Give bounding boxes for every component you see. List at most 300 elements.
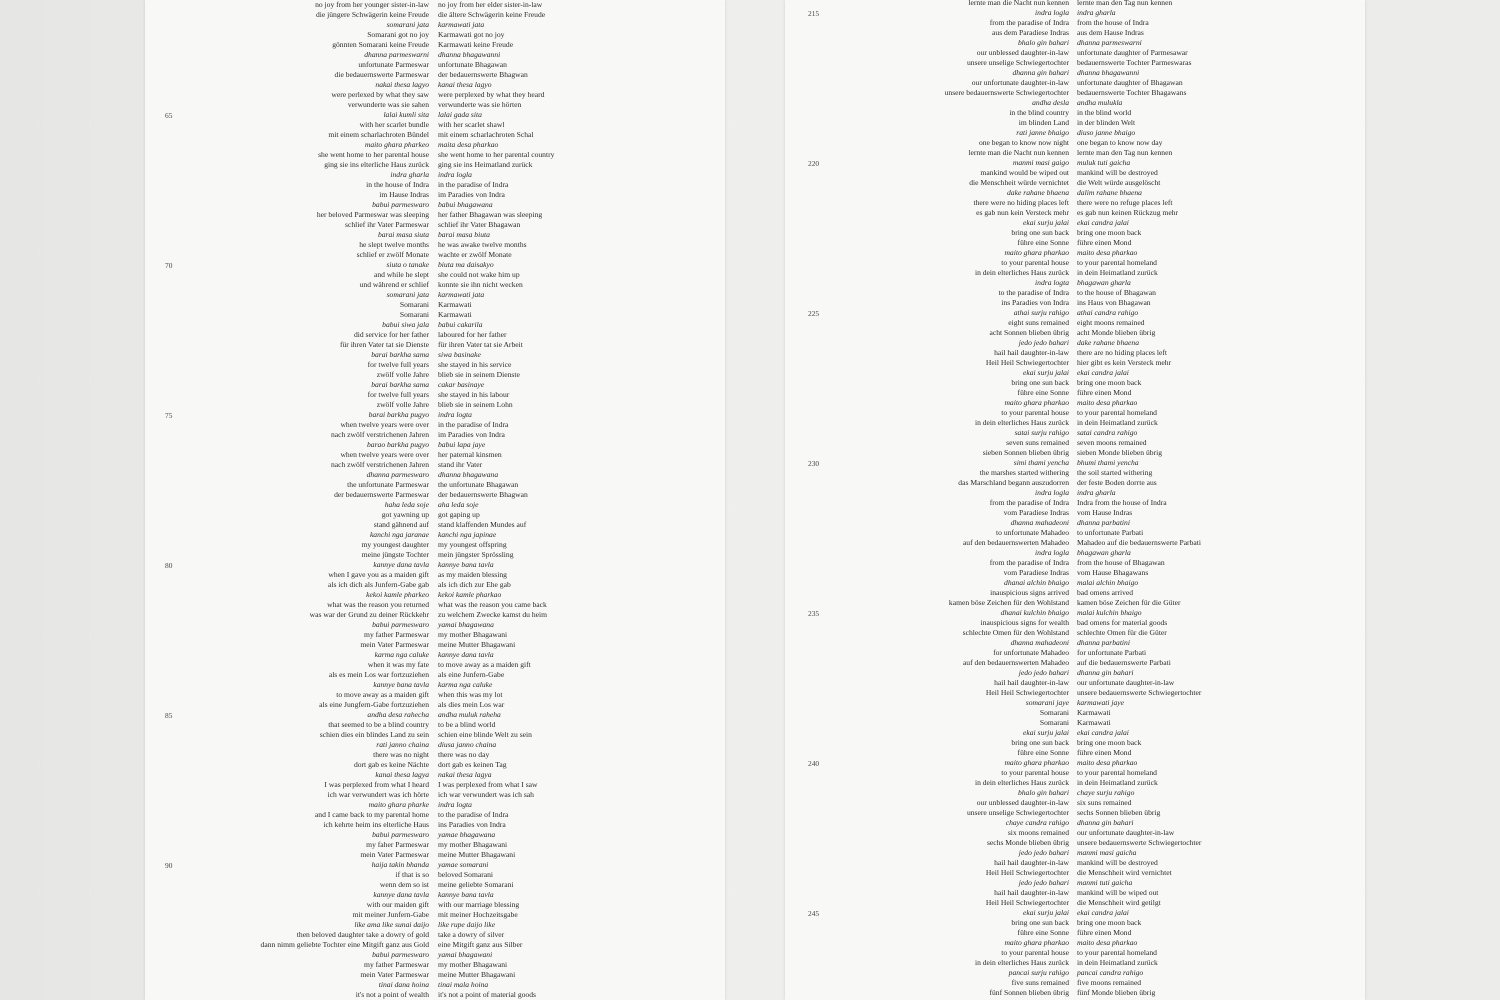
line-left-column: for twelve full years — [367, 360, 429, 369]
line-left-column: Somarani — [1039, 708, 1069, 717]
poem-line — [145, 380, 725, 390]
poem-line — [785, 368, 1365, 378]
line-left-column: somarani jata — [386, 20, 429, 29]
line-right-column: she went home to her parental country — [438, 150, 555, 159]
line-right-column: one began to know now day — [1077, 138, 1163, 147]
line-right-column: ekai candra jalai — [1077, 218, 1129, 227]
line-left-column: vom Paradiese Indras — [1003, 568, 1069, 577]
poem-line — [785, 778, 1365, 788]
line-right-column: mankind will be destroyed — [1077, 168, 1158, 177]
line-left-column: kannye dana tavla — [373, 890, 429, 899]
line-left-column: unsere bedauernswerte Schwiegertochter — [944, 88, 1069, 97]
line-right-column: from the house of Bhagawan — [1077, 558, 1165, 567]
line-right-column: dhanna parbatini — [1077, 638, 1130, 647]
line-right-column: to the paradise of Indra — [438, 810, 509, 819]
line-left-column: when it was my fate — [367, 660, 429, 669]
line-left-column: indra logla — [1035, 8, 1069, 17]
line-right-column: Karmawati keine Freude — [438, 40, 514, 49]
line-left-column: im blinden Land — [1018, 118, 1069, 127]
poem-line — [145, 540, 725, 550]
line-left-column: ich kehrte heim ins elterliche Haus — [323, 820, 429, 829]
poem-line — [785, 338, 1365, 348]
line-right-column: meine geliebte Somarani — [438, 880, 514, 889]
line-right-column: meine Mutter Bhagawani — [438, 640, 516, 649]
line-left-column: from the paradise of Indra — [989, 498, 1069, 507]
line-left-column: bring one sun back — [1011, 918, 1069, 927]
poem-line — [145, 190, 725, 200]
line-right-column: dhanna parbatini — [1077, 518, 1130, 527]
line-left-column: dhanna parmeswarni — [364, 50, 429, 59]
line-right-column: in dein Heimatland zurück — [1077, 268, 1158, 277]
poem-line — [145, 990, 725, 1000]
line-number: 245 — [808, 909, 820, 918]
poem-line — [785, 618, 1365, 628]
line-left-column: her beloved Parmeswar was sleeping — [316, 210, 429, 219]
line-right-column: lernte man den Tag nun kennen — [1077, 0, 1173, 7]
line-left-column: I was perplexed from what I heard — [324, 780, 429, 789]
line-right-column: kannye bana tavla — [438, 890, 494, 899]
line-left-column: in dein elterliches Haus zurück — [974, 268, 1069, 277]
poem-line — [145, 880, 725, 890]
line-left-column: the unfortunate Parmeswar — [347, 480, 429, 489]
poem-line — [785, 968, 1365, 978]
line-left-column: my youngest daughter — [361, 540, 429, 549]
line-right-column: dake rahane bhaena — [1077, 338, 1139, 347]
line-left-column: als es mein Los war fortzuziehen — [328, 670, 429, 679]
line-left-column: zwölf volle Jahre — [376, 400, 429, 409]
poem-line — [785, 848, 1365, 858]
line-number: 215 — [808, 9, 820, 18]
poem-line — [145, 730, 725, 740]
poem-line — [785, 508, 1365, 518]
poem-line — [145, 180, 725, 190]
line-left-column: when twelve years were over — [340, 450, 429, 459]
line-left-column: maito ghara pharke — [368, 800, 429, 809]
line-left-column: somarani jata — [386, 290, 429, 299]
line-left-column: in dein elterliches Haus zurück — [974, 418, 1069, 427]
line-left-column: maito ghara pharkao — [1004, 398, 1069, 407]
line-left-column: my father Parmeswar — [364, 630, 429, 639]
line-right-column: eight moons remained — [1077, 318, 1145, 327]
line-left-column: tinai dana hoina — [378, 980, 429, 989]
poem-line — [785, 578, 1365, 588]
line-right-column: schien eine blinde Welt zu sein — [438, 730, 532, 739]
line-left-column: from the paradise of Indra — [989, 18, 1069, 27]
poem-line — [145, 20, 725, 30]
poem-line — [785, 68, 1365, 78]
line-right-column: im Paradies von Indra — [438, 190, 505, 199]
poem-line — [145, 770, 725, 780]
line-right-column: indra gharla — [1077, 8, 1116, 17]
poem-line — [785, 8, 1365, 18]
line-left-column: that seemed to be a blind country — [328, 720, 429, 729]
poem-line — [785, 748, 1365, 758]
poem-line — [785, 548, 1365, 558]
line-left-column: nach zwölf verstrichenen Jahren — [330, 430, 429, 439]
poem-line — [785, 788, 1365, 798]
poem-line — [145, 320, 725, 330]
poem-line — [145, 280, 725, 290]
line-left-column: unfortunate Parmeswar — [358, 60, 429, 69]
line-left-column: maito ghara pharkeo — [364, 140, 429, 149]
line-left-column: hail hail daughter-in-law — [994, 858, 1069, 867]
line-right-column: her father Bhagawan was sleeping — [438, 210, 543, 219]
line-left-column: did service for her father — [353, 330, 429, 339]
poem-line — [145, 720, 725, 730]
line-right-column: kannye bana tavla — [438, 560, 494, 569]
line-right-column: lernte man den Tag nun kennen — [1077, 148, 1173, 157]
line-left-column: bring one sun back — [1011, 738, 1069, 747]
line-left-column: führe eine Sonne — [1017, 388, 1069, 397]
poem-line — [145, 30, 725, 40]
line-left-column: bhalo gin bahari — [1017, 788, 1069, 797]
line-left-column: kamen böse Zeichen für den Wohlstand — [948, 598, 1069, 607]
poem-line — [145, 560, 725, 570]
line-right-column: schlechte Omen für die Güter — [1077, 628, 1167, 637]
line-left-column: barai barkha sama — [371, 380, 429, 389]
poem-line — [785, 708, 1365, 718]
line-left-column: in dein elterliches Haus zurück — [974, 778, 1069, 787]
line-left-column: dhanai kulchin bhaigo — [1000, 608, 1069, 617]
line-right-column: ins Haus von Bhagawan — [1077, 298, 1151, 307]
line-right-column: laboured for her father — [438, 330, 507, 339]
poem-line — [785, 438, 1365, 448]
poem-line — [145, 200, 725, 210]
poem-line — [785, 428, 1365, 438]
line-right-column: der bedauernswerte Bhagwan — [438, 70, 528, 79]
line-left-column: maito ghara pharkao — [1004, 938, 1069, 947]
line-right-column: kanchi nga japinae — [438, 530, 497, 539]
line-left-column: our unfortunate daughter-in-law — [971, 78, 1069, 87]
line-left-column: barao barkha pugyo — [366, 440, 429, 449]
poem-line — [145, 820, 725, 830]
line-right-column: there were no refuge places left — [1077, 198, 1173, 207]
line-right-column: eine Mitgift ganz aus Silber — [438, 940, 523, 949]
line-right-column: like rupe daijo like — [438, 920, 496, 929]
line-right-column: to your parental homeland — [1077, 408, 1157, 417]
line-right-column: babui lapa jaye — [438, 440, 486, 449]
poem-line — [145, 110, 725, 120]
line-left-column: when I gave you as a maiden gift — [328, 570, 429, 579]
poem-line — [785, 648, 1365, 658]
poem-line — [145, 40, 725, 50]
poem-line — [145, 870, 725, 880]
poem-line — [145, 680, 725, 690]
line-left-column: to your parental house — [1001, 258, 1069, 267]
poem-line — [785, 0, 1365, 8]
poem-line — [145, 330, 725, 340]
line-left-column: bring one sun back — [1011, 378, 1069, 387]
poem-line — [785, 78, 1365, 88]
line-left-column: no joy from her younger sister-in-law — [315, 0, 429, 9]
line-right-column: in the paradise of Indra — [438, 180, 509, 189]
poem-line — [785, 928, 1365, 938]
line-right-column: babui bhagawana — [438, 200, 493, 209]
poem-line — [145, 390, 725, 400]
line-left-column: when twelve years were over — [340, 420, 429, 429]
poem-line — [785, 328, 1365, 338]
line-right-column: verwunderte was sie hörten — [438, 100, 522, 109]
poem-line — [145, 670, 725, 680]
line-right-column: maita desa pharkao — [438, 140, 499, 149]
line-right-column: biuta ma daisakyo — [438, 260, 494, 269]
line-right-column: als ich dich zur Ehe gab — [438, 580, 511, 589]
line-left-column: in the house of Indra — [366, 180, 429, 189]
line-right-column: hier gibt es kein Versteck mehr — [1077, 358, 1172, 367]
line-right-column: fünf Monde blieben übrig — [1077, 988, 1156, 997]
poem-line — [145, 340, 725, 350]
line-right-column: vom Hause Bhagawans — [1077, 568, 1149, 577]
line-right-column: malai kulchin bhaigo — [1077, 608, 1142, 617]
poem-line — [785, 258, 1365, 268]
line-right-column: andha mulukla — [1077, 98, 1123, 107]
line-right-column: Karmawati — [1077, 718, 1111, 727]
line-left-column: athai surju rahigo — [1013, 308, 1069, 317]
line-right-column: for unfortunate Parbati — [1077, 648, 1147, 657]
poem-line — [145, 510, 725, 520]
poem-line — [145, 160, 725, 170]
line-right-column: dort gab es keinen Tag — [438, 760, 507, 769]
line-right-column: führe einen Mond — [1077, 238, 1132, 247]
line-left-column: lalai kumli sita — [383, 110, 429, 119]
line-right-column: our unfortunate daughter-in-law — [1077, 678, 1175, 687]
poem-line — [785, 308, 1365, 318]
line-left-column: fünf Sonnen blieben übrig — [989, 988, 1069, 997]
line-left-column: ich war verwundert was ich hörte — [327, 790, 429, 799]
poem-line — [145, 940, 725, 950]
line-left-column: indra logla — [1035, 548, 1069, 557]
poem-line — [785, 668, 1365, 678]
line-right-column: der bedauernswerte Bhagwan — [438, 490, 528, 499]
line-left-column: Somarani — [399, 310, 429, 319]
poem-line — [785, 888, 1365, 898]
poem-line — [785, 838, 1365, 848]
poem-line — [145, 700, 725, 710]
line-right-column: six suns remained — [1077, 798, 1132, 807]
line-right-column: für ihren Vater tat sie Arbeit — [438, 340, 523, 349]
line-left-column: karma nga caluke — [374, 650, 429, 659]
poem-line — [145, 310, 725, 320]
line-right-column: in der blinden Welt — [1077, 118, 1136, 127]
line-right-column: als eine Junfern-Gabe — [438, 670, 505, 679]
line-right-column: unfortunate Bhagawan — [438, 60, 507, 69]
line-right-column: lalai gada sita — [438, 110, 482, 119]
line-right-column: der feste Boden dorrte aus — [1077, 478, 1157, 487]
poem-line — [785, 108, 1365, 118]
line-number: 225 — [808, 309, 820, 318]
line-right-column: when this was my lot — [438, 690, 503, 699]
line-left-column: indra logta — [1035, 278, 1069, 287]
line-right-column: got gaping up — [438, 510, 480, 519]
line-left-column: were perlexed by what they saw — [331, 90, 429, 99]
poem-line — [785, 28, 1365, 38]
line-left-column: the marshes started withering — [979, 468, 1069, 477]
poem-line — [785, 278, 1365, 288]
line-left-column: indra gharla — [390, 170, 429, 179]
line-left-column: dake rahane bhaena — [1007, 188, 1069, 197]
line-right-column: bring one moon back — [1077, 228, 1142, 237]
line-right-column: meine Mutter Bhagawani — [438, 970, 516, 979]
poem-line — [145, 600, 725, 610]
poem-line — [145, 780, 725, 790]
line-right-column: maito desa pharkao — [1077, 248, 1138, 257]
poem-line — [785, 418, 1365, 428]
poem-line — [785, 98, 1365, 108]
line-left-column: and I came back to my parental home — [314, 810, 429, 819]
line-right-column: the unfortunate Bhagawan — [438, 480, 519, 489]
poem-line — [785, 898, 1365, 908]
poem-line — [785, 588, 1365, 598]
line-left-column: one began to know now night — [978, 138, 1069, 147]
line-right-column: dhanna bhagawanni — [1077, 68, 1140, 77]
line-left-column: Somarani — [399, 300, 429, 309]
line-right-column: ins Paradies von Indra — [438, 820, 506, 829]
poem-line — [145, 950, 725, 960]
line-right-column: bring one moon back — [1077, 738, 1142, 747]
line-left-column: als eine Jungfern-Gabe fortzuziehen — [319, 700, 429, 709]
line-left-column: hail hail daughter-in-law — [994, 678, 1069, 687]
poem-line — [785, 168, 1365, 178]
line-left-column: was war der Grund zu deiner Rückkehr — [309, 610, 429, 619]
poem-line — [145, 500, 725, 510]
line-right-column: Karmawati got no joy — [438, 30, 505, 39]
line-left-column: inauspicious signs for wealth — [980, 618, 1069, 627]
line-left-column: wenn dem so ist — [379, 880, 429, 889]
line-right-column: cakar basinaye — [438, 380, 485, 389]
poem-line — [145, 270, 725, 280]
poem-line — [145, 630, 725, 640]
line-left-column: maito ghara pharkao — [1004, 758, 1069, 767]
line-right-column: her paternal kinsmen — [438, 450, 502, 459]
poem-line — [785, 658, 1365, 668]
line-right-column: kekoi kamle pharkao — [438, 590, 502, 599]
line-right-column: she stayed in his labour — [438, 390, 510, 399]
line-left-column: für ihren Vater tat sie Dienste — [339, 340, 429, 349]
line-right-column: Karmawati — [438, 310, 472, 319]
poem-line — [785, 148, 1365, 158]
poem-line — [145, 350, 725, 360]
poem-line — [145, 420, 725, 430]
poem-line — [785, 348, 1365, 358]
line-right-column: satai candra rahigo — [1077, 428, 1138, 437]
line-right-column: stand klaffenden Mundes auf — [438, 520, 527, 529]
line-number: 75 — [165, 411, 173, 420]
line-right-column: manmi tuti gaicha — [1077, 878, 1133, 887]
line-right-column: sechs Sonnen blieben übrig — [1077, 808, 1161, 817]
line-left-column: hail hail daughter-in-law — [994, 348, 1069, 357]
poem-line — [785, 978, 1365, 988]
line-left-column: ekai surju jalai — [1023, 728, 1069, 737]
line-left-column: dhanna mahadeoni — [1010, 518, 1069, 527]
poem-line — [145, 130, 725, 140]
line-left-column: rati janno chaina — [376, 740, 429, 749]
line-left-column: unsere unselige Schwiegertochter — [966, 808, 1069, 817]
line-left-column: she went home to her parental house — [318, 150, 429, 159]
line-left-column: mein Vater Parmeswar — [360, 640, 429, 649]
line-number: 85 — [165, 711, 173, 720]
line-right-column: dalim rahane bhaena — [1077, 188, 1142, 197]
poem-line — [785, 808, 1365, 818]
line-left-column: with her scarlet bundle — [359, 120, 429, 129]
line-left-column: bhalo gin bahari — [1017, 38, 1069, 47]
line-right-column: from the house of Indra — [1077, 18, 1149, 27]
poem-line — [145, 960, 725, 970]
line-right-column: babui cakarila — [438, 320, 483, 329]
line-right-column: he was awake twelve months — [438, 240, 527, 249]
line-left-column: maito ghara pharkao — [1004, 248, 1069, 257]
poem-line — [145, 210, 725, 220]
poem-line — [145, 410, 725, 420]
poem-line — [145, 70, 725, 80]
poem-line — [785, 398, 1365, 408]
poem-line — [785, 768, 1365, 778]
line-left-column: kekoi kamle pharkeo — [366, 590, 429, 599]
poem-line — [785, 228, 1365, 238]
line-left-column: führe eine Sonne — [1017, 238, 1069, 247]
poem-line — [785, 858, 1365, 868]
line-left-column: Heil Heil Schwiegertochter — [985, 868, 1069, 877]
line-right-column: meine Mutter Bhagawani — [438, 850, 516, 859]
line-left-column: dhanna mahadeoni — [1010, 638, 1069, 647]
line-left-column: to your parental house — [1001, 408, 1069, 417]
line-right-column: yamai bhagawani — [438, 950, 493, 959]
line-left-column: die Menschheit würde vernichtet — [969, 178, 1069, 187]
poem-line — [785, 178, 1365, 188]
poem-line — [145, 550, 725, 560]
line-number: 65 — [165, 111, 173, 120]
line-right-column: the soil started withering — [1077, 468, 1153, 477]
poem-line — [145, 460, 725, 470]
line-right-column: yamae bhagawana — [438, 830, 496, 839]
line-left-column: jedo jedo bahari — [1018, 848, 1069, 857]
line-left-column: aus dem Paradiese Indras — [992, 28, 1069, 37]
line-right-column: die Welt würde ausgelöscht — [1077, 178, 1161, 187]
line-left-column: es gab nun kein Versteck mehr — [976, 208, 1069, 217]
poem-line — [145, 240, 725, 250]
line-right-column: bhagawan gharla — [1077, 548, 1131, 557]
line-left-column: hail hail daughter-in-law — [994, 888, 1069, 897]
line-right-column: karmawati jaye — [1077, 698, 1125, 707]
document-page-left — [145, 0, 725, 1000]
poem-line — [145, 300, 725, 310]
line-right-column: my mother Bhagawani — [438, 630, 508, 639]
line-right-column: unfortunate daughter of Bhagawan — [1077, 78, 1183, 87]
line-left-column: verwunderte was sie sahen — [347, 100, 429, 109]
line-left-column: schlief er zwölf Monate — [356, 250, 429, 259]
poem-line — [145, 520, 725, 530]
poem-line — [145, 790, 725, 800]
line-left-column: mit einem scharlachroten Bündel — [328, 130, 429, 139]
line-left-column: sechs Monde blieben übrig — [986, 838, 1069, 847]
line-left-column: andha desla — [1032, 98, 1069, 107]
line-right-column: she could not wake him up — [438, 270, 520, 279]
poem-line — [785, 88, 1365, 98]
poem-line — [145, 230, 725, 240]
poem-line — [785, 408, 1365, 418]
line-left-column: sieben Sonnen blieben übrig — [982, 448, 1069, 457]
poem-line — [785, 318, 1365, 328]
line-left-column: siuta o tanake — [386, 260, 429, 269]
line-right-column: indra logta — [438, 800, 472, 809]
line-left-column: Heil Heil Schwiegertochter — [985, 688, 1069, 697]
line-right-column: malai alchin bhaigo — [1077, 578, 1139, 587]
line-right-column: to move away as a maiden gift — [438, 660, 531, 669]
line-right-column: with her scarlet shawl — [438, 120, 505, 129]
poem-line — [145, 710, 725, 720]
line-right-column: zu welchem Zwecke kamst du heim — [438, 610, 548, 619]
line-right-column: my mother Bhagawani — [438, 960, 508, 969]
line-left-column: Somarani — [1039, 718, 1069, 727]
